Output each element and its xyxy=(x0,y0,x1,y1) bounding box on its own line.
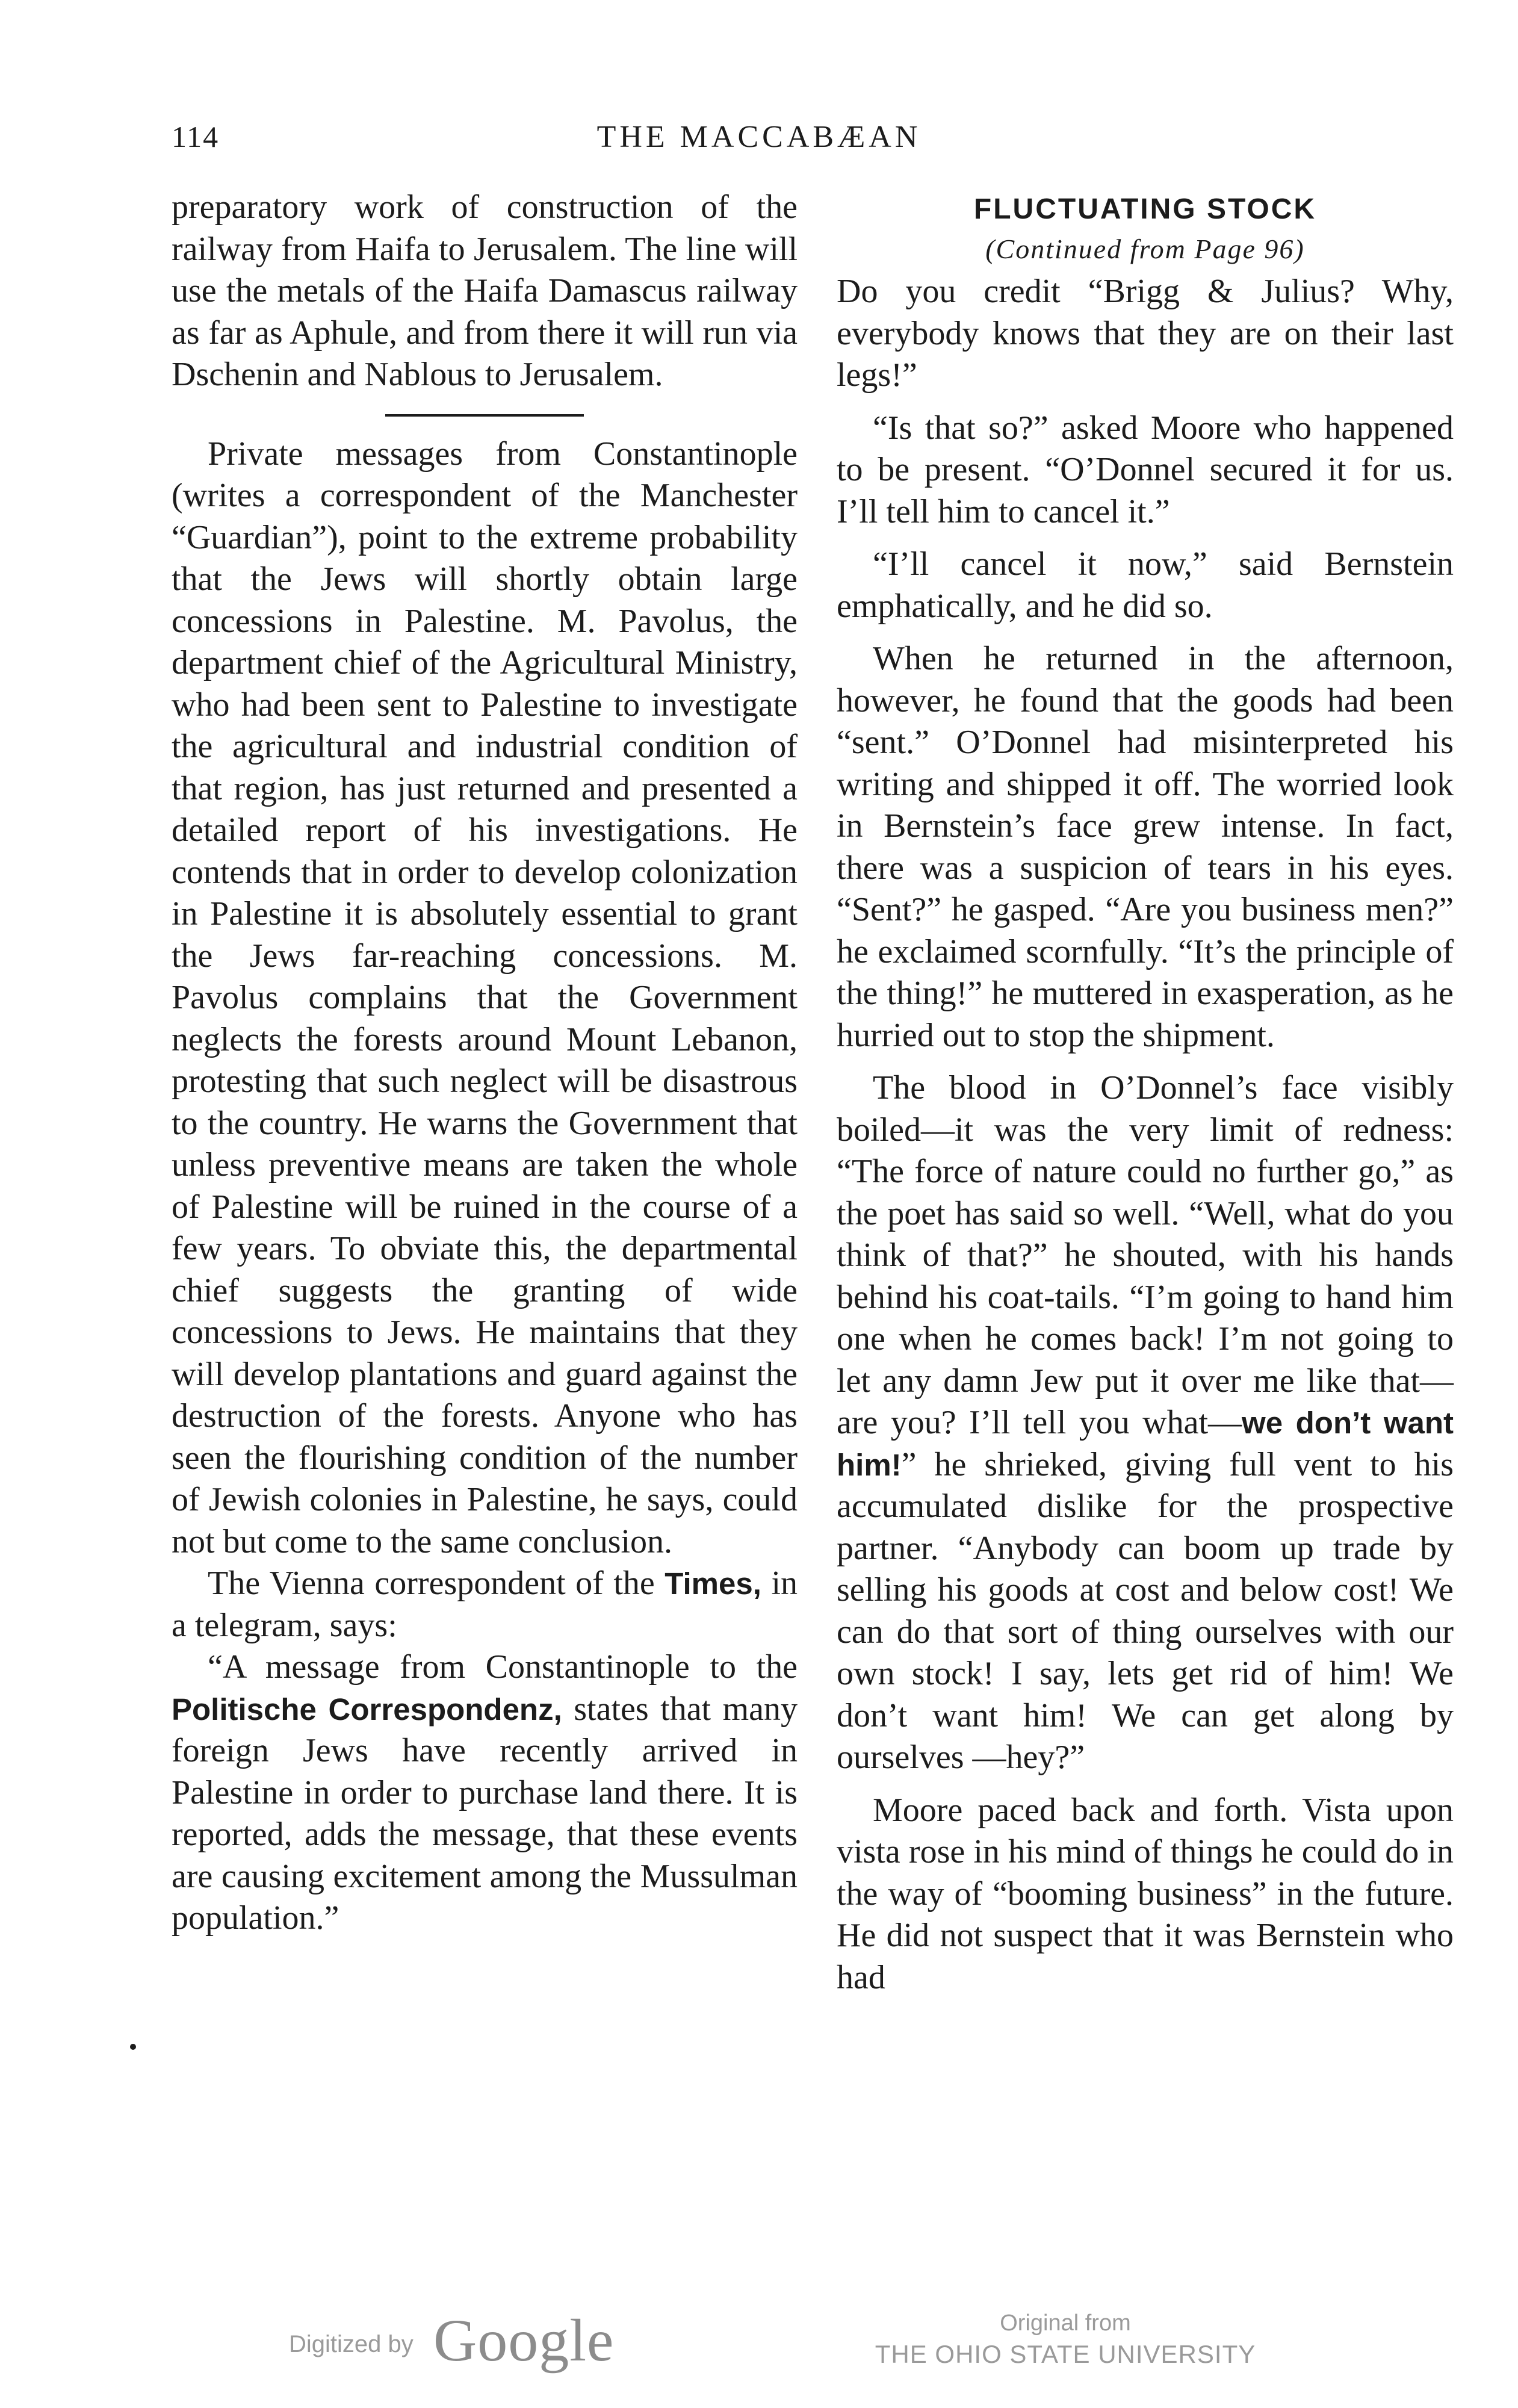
right-column xyxy=(837,191,1454,1999)
page-number: 114 xyxy=(172,120,220,154)
telegram-text-before: “A message from Constantinople to the xyxy=(208,1648,798,1686)
section-divider xyxy=(385,414,584,417)
times-name: Times, xyxy=(665,1566,761,1601)
paragraph-moore-paces: Moore paced back and forth. Vista upon vista rose in his mind of things he could do in the way of “booming business” in the future. He did not suspect that it was Bernstein who had xyxy=(837,1791,1454,1996)
story-title: FLUCTUATING STOCK xyxy=(973,193,1317,225)
odonnel-text-before: The blood in O’Donnel’s face visibly boiled—it was the very limit of redness: “The force of nature could no further go,” as the poet has said so well. “Well, what do you think of that?” he shouted, with his hands behind his coat-tails. “I’m going to hand him one when he comes back! I’m not going to let any damn Jew put it over me like that—are you? I’ll tell you what— xyxy=(837,1069,1454,1441)
paragraph-moore-asks: “Is that so?” asked Moore who happened to be present. “O’Donnel secured it for us. I’ll tell him to cancel it.” xyxy=(837,409,1454,530)
source-watermark xyxy=(855,2309,1276,2371)
university-name: THE OHIO STATE UNIVERSITY xyxy=(875,2340,1256,2368)
left-column xyxy=(172,187,798,1940)
story-continuation-note: (Continued from Page 96) xyxy=(985,234,1305,264)
paragraph-cancel: “I’ll cancel it now,” said Bernstein emphatically, and he did so. xyxy=(837,545,1454,625)
google-logo: Google xyxy=(433,2307,615,2374)
margin-dot xyxy=(130,2044,136,2050)
paragraph-vienna xyxy=(172,1563,798,1646)
paragraph-odonnel xyxy=(837,1067,1454,1779)
running-title: THE MACCABÆAN xyxy=(596,120,922,154)
odonnel-text-after: ” he shrieked, giving full vent to his accumulated dislike for the prospective partner. “Anybody can boom up trade by selling his goods at cost and below cost! We can do that sort of thing ourselves with our own stock! I say, lets get rid of him! We don’t want him! We can get along by ourselves —hey?” xyxy=(837,1445,1454,1776)
odonnel-shout: we don’t want him! xyxy=(837,1406,1454,1482)
paragraph-concessions: Private messages from Constantinople (writes a correspondent of the Manchester “Guardian”), point to the extreme probability that the Jews will shortly obtain large concessions in Palestine. M. Pavolus, the department chief of the Agricultural Ministry, who had been sent to Palestine to investigate the agricultural and industrial condition of that region, has just returned and presented a detailed report of his investigations. He contends that in order to develop colonization in Palestine it is absolutely essential to grant the Jews far-reaching concessions. M. Pavolus complains that the Government neglects the forests around Mount Lebanon, protesting that such neglect will be disastrous to the country. He warns the Government that unless preventive means are taken the whole of Palestine will be ruined in the course of a few years. To obviate this, the departmental chief suggests the granting of wide concessions to Jews. He maintains that they will develop plantations and guard against the destruction of the forests. Anyone who has seen the flourishing condition of the number of Jewish colonies in Palestine, he says, could not but come to the same conclusion. xyxy=(172,435,798,1560)
digitized-by-label: Digitized by xyxy=(289,2331,414,2357)
original-from-label: Original from xyxy=(1000,2310,1131,2336)
paragraph-railway: preparatory work of construction of the railway from Haifa to Jerusalem. The line will use the metals of the Haifa Damascus railway as far as Aphule, and from there it will run via Dschenin and Nablous to Jerusalem. xyxy=(172,188,798,393)
paragraph-brigg-julius: Do you credit “Brigg & Julius? Why, everybody knows that they are on their last legs!” xyxy=(837,273,1454,394)
paragraph-shipment: When he returned in the afternoon, however, he found that the goods had been “sent.” O’Donnel had misinterpreted his writing and shipped it off. The worried look in Bernstein’s face grew intense. In fact, there was a suspicion of tears in his eyes. “Sent?” he gasped. “Are you business men?” he exclaimed scornfully. “It’s the principle of the thing!” he muttered in exasperation, as he hurried out to stop the shipment. xyxy=(837,640,1454,1054)
correspondenz-name: Politische Correspondenz, xyxy=(172,1692,562,1727)
vienna-text-after: in a telegram, says: xyxy=(172,1565,798,1644)
paragraph-telegram xyxy=(172,1646,798,1940)
digitized-by-watermark xyxy=(289,2306,626,2372)
vienna-text-before: The Vienna correspondent of the xyxy=(208,1565,655,1602)
telegram-text-after: states that many foreign Jews have recently arrived in Palestine in order to purchase land there. It is reported, adds the message, that these events are causing excitement among the Mussulman population.” xyxy=(172,1690,798,1937)
